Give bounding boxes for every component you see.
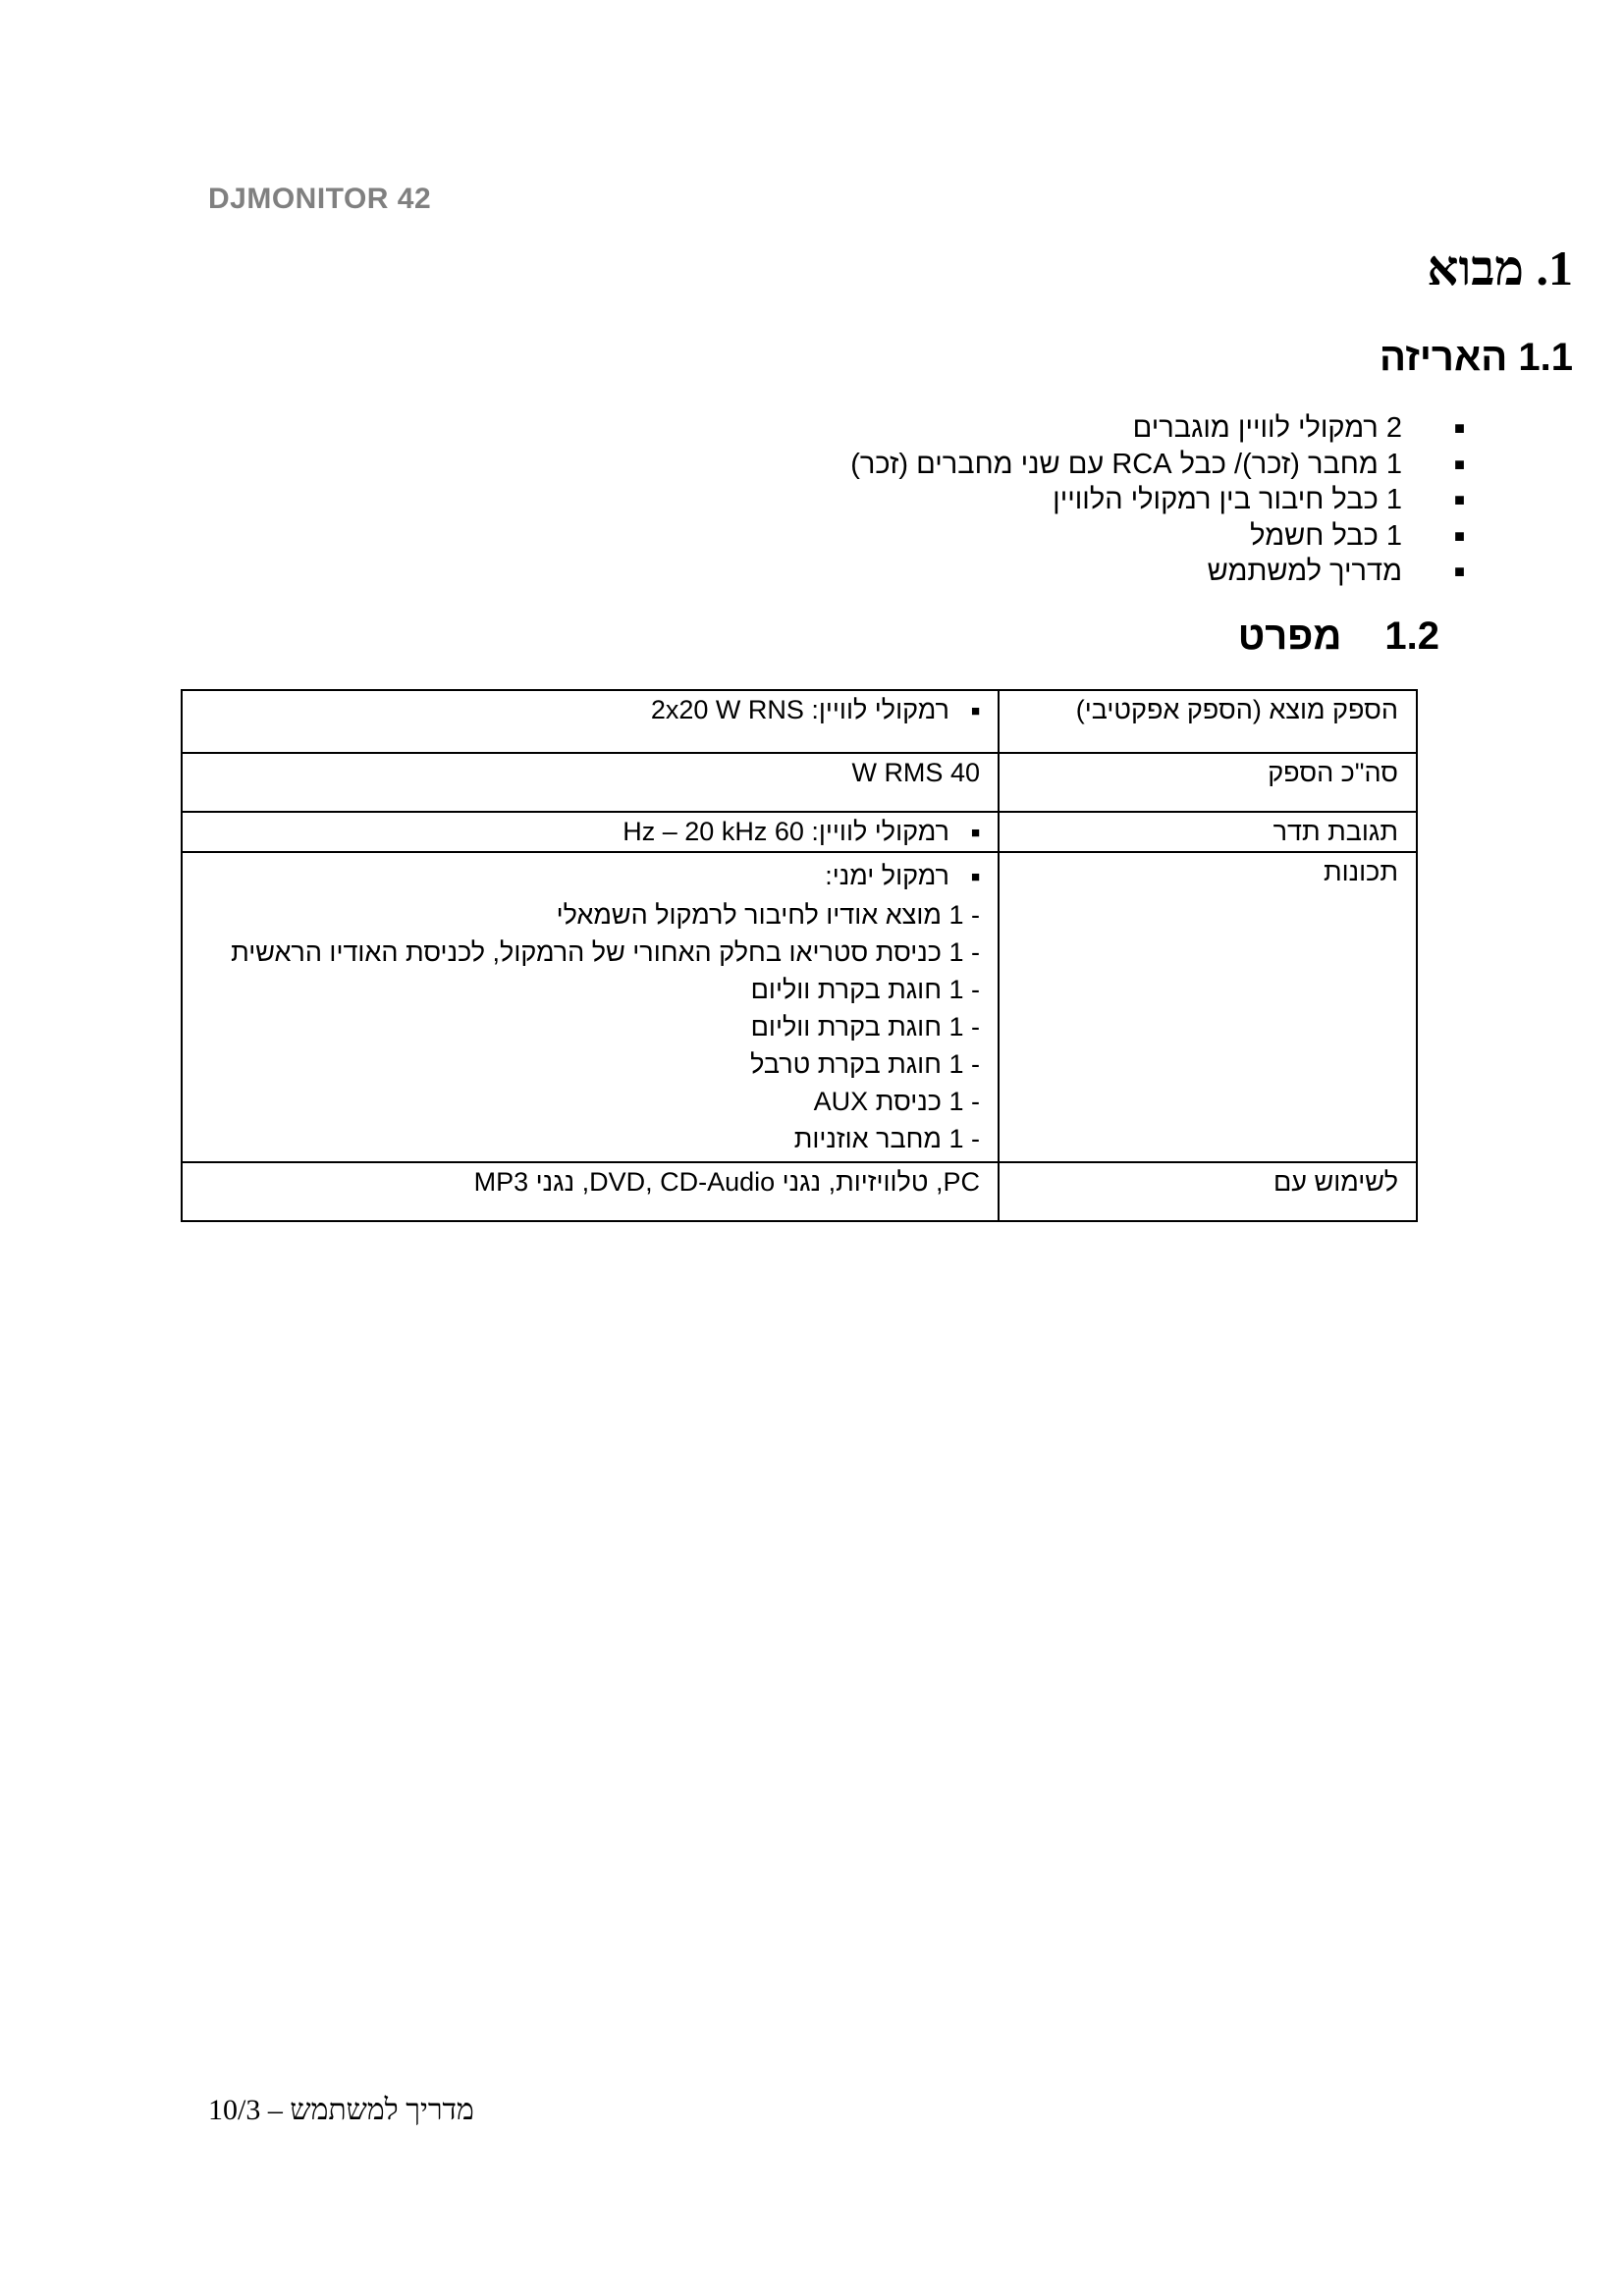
spec-table <box>181 689 1418 1222</box>
bullet-square-icon: ■ <box>1454 418 1465 438</box>
bullet-square-icon: ■ <box>1454 454 1465 474</box>
feature-line: - 1 חוגת בקרת טרבל <box>750 1049 980 1079</box>
table-row <box>182 852 1417 1162</box>
feature-line: - 1 חוגת בקרת ווליום <box>750 975 980 1004</box>
spec-value: ■רמקולי לוויין: 60 Hz – 20 kHz <box>182 812 999 852</box>
spec-label: תגובת תדר <box>999 812 1417 852</box>
bullet-square-icon: ■ <box>1454 525 1465 546</box>
list-item: ■ 2 רמקולי לוויין מוגברים <box>1132 412 1465 444</box>
bullet-square-icon: ■ <box>970 825 980 841</box>
spec-value-features <box>182 852 999 1162</box>
feature-line: - 1 מחבר אוזניות <box>793 1124 980 1153</box>
spec-value: 40 W RMS <box>182 753 999 812</box>
table-row <box>182 812 1417 852</box>
bullet-square-icon: ■ <box>970 869 980 885</box>
feature-line: - 1 כניסת סטריאו בחלק האחורי של הרמקול, לכניסת האודיו הראשית <box>231 937 980 967</box>
bullet-square-icon: ■ <box>1454 490 1465 509</box>
bullet-square-icon: ■ <box>970 703 980 720</box>
document-header-brand: DJMONITOR 42 <box>208 183 432 215</box>
feature-line: - 1 כניסת AUX <box>813 1087 980 1116</box>
spec-label: הספק מוצא (הספק אפקטיבי) <box>999 690 1417 753</box>
table-row <box>182 690 1417 753</box>
page-footer: מדריך למשתמש – 10/3 <box>208 2094 474 2126</box>
feature-line: - 1 חוגת בקרת ווליום <box>750 1012 980 1041</box>
table-row <box>182 1162 1417 1221</box>
spec-value: ■רמקולי לוויין: 2x20 W RNS <box>182 690 999 753</box>
spec-label: סה"כ הספק <box>999 753 1417 812</box>
table-row <box>182 753 1417 812</box>
spec-label: לשימוש עם <box>999 1162 1417 1221</box>
section-heading-specs: 1.2מפרט <box>1237 614 1439 658</box>
section-heading-package: 1.1 האריזה <box>1380 336 1573 379</box>
list-item: ■ 1 כבל חשמל <box>1250 519 1465 552</box>
chapter-title: 1. מבוא <box>1427 240 1573 295</box>
features-title: ■רמקול ימני: <box>196 857 980 896</box>
feature-line: - 1 מוצא אודיו לחיבור לרמקול השמאלי <box>556 900 980 930</box>
bullet-square-icon: ■ <box>1454 561 1465 581</box>
list-item: ■ 1 כבל חיבור בין רמקולי הלוויין <box>1053 484 1465 515</box>
spec-value: PC, טלוויזיות, נגני DVD, CD-Audio, נגני MP3 <box>182 1162 999 1221</box>
spec-label: תכונות <box>999 852 1417 1162</box>
list-item: ■ מדריך למשתמש <box>1207 556 1465 587</box>
package-contents-list <box>850 410 1465 590</box>
list-item: ■ 1 מחבר (זכר)/ כבל RCA עם שני מחברים (זכר) <box>850 448 1465 480</box>
